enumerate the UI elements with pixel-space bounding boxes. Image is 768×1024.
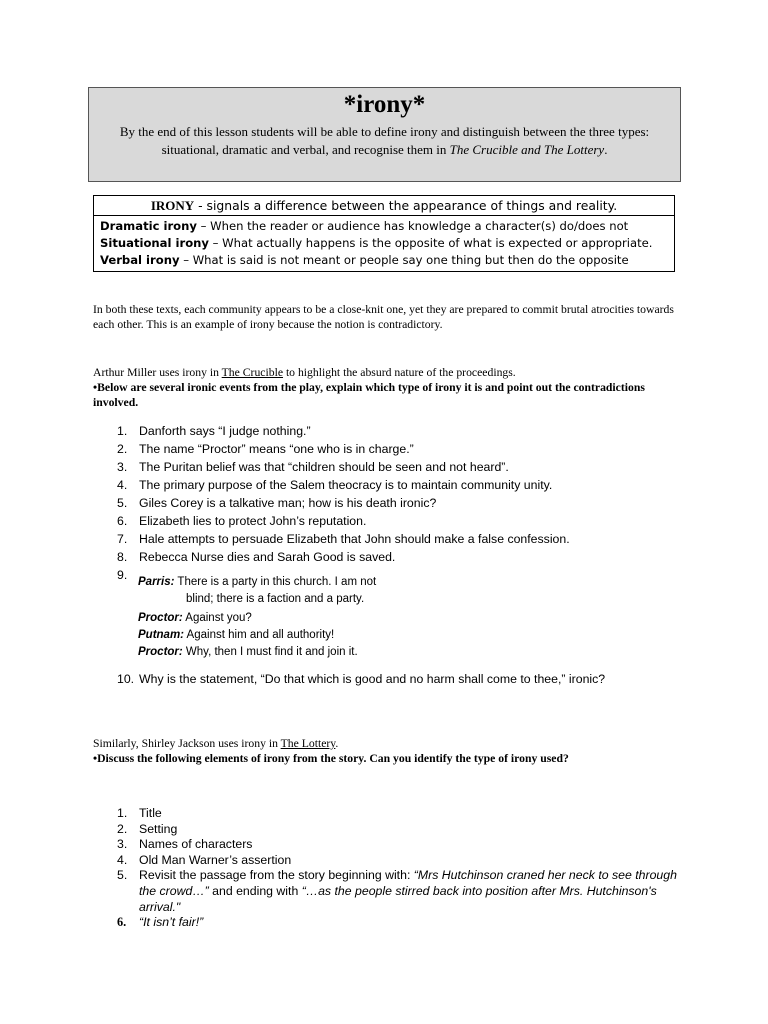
lottery-instruction: •Discuss the following elements of irony from the story. Can you identify the type of irony used? xyxy=(93,752,569,765)
irony-definitions-box xyxy=(93,195,675,272)
title-box xyxy=(88,87,681,182)
list-item: 9. xyxy=(117,568,128,582)
dialogue-line: Parris: There is a party in this church. I am not xyxy=(138,576,377,588)
list-item: 5. Revisit the passage from the story beginning with: “Mrs Hutchinson craned her neck to see through the crowd…” and ending with “…as the people stirred back into position after Mrs. Hutchinson's arrival." xyxy=(117,868,677,914)
crucible-title: The Crucible xyxy=(221,366,284,379)
dramatic-irony-definition: Dramatic irony – When the reader or audience has knowledge a character(s) do/does not xyxy=(100,219,629,233)
list-item: 2. Setting xyxy=(117,821,178,836)
dialogue-line: Putnam: Against him and all authority! xyxy=(138,629,335,641)
lottery-intro: Similarly, Shirley Jackson uses irony in The Lottery. •Discuss the following elements of irony from the story. Can you identify the type of irony used? xyxy=(93,737,569,765)
situational-irony-definition: Situational irony – What actually happens is the opposite of what is expected or appropriate. xyxy=(100,236,653,250)
list-item: 10. Why is the statement, “Do that which is good and no harm shall come to thee,” ironic? xyxy=(117,672,606,686)
lottery-question-list xyxy=(117,806,677,931)
irony-definition: IRONY - signals a difference between the appearance of things and reality. xyxy=(94,196,674,216)
dialogue-line: Proctor: Why, then I must find it and join it. xyxy=(138,646,358,658)
lesson-objective: By the end of this lesson students will be able to define irony and distinguish between the three types: situational, dramatic and verbal, and recognise them in The Crucible and The Lottery. xyxy=(119,124,650,157)
list-item: 5. Giles Corey is a talkative man; how is his death ironic? xyxy=(117,496,437,510)
crucible-intro: Arthur Miller uses irony in The Crucible to highlight the absurd nature of the proceedings. •Below are several ironic events from the play, explain which type of irony it is and point out the contradictions involved. xyxy=(93,366,645,409)
list-item: 8. Rebecca Nurse dies and Sarah Good is saved. xyxy=(117,550,396,564)
text-titles: The Crucible and The Lottery xyxy=(449,142,605,157)
list-item: 3. The Puritan belief was that “children should be seen and not heard”. xyxy=(117,460,509,474)
list-item: 1. Title xyxy=(117,806,162,820)
dialogue-line: Proctor: Against you? xyxy=(138,612,252,624)
page-title: *irony* xyxy=(343,91,426,118)
list-item: 6. “It isn’t fair!” xyxy=(117,915,204,930)
dialogue-line: blind; there is a faction and a party. xyxy=(186,593,365,605)
list-item: 6. Elizabeth lies to protect John’s reputation. xyxy=(117,514,367,528)
crucible-dialogue xyxy=(138,574,468,661)
crucible-instruction: •Below are several ironic events from the play, explain which type of irony it is and point out the contradictions involved. xyxy=(93,381,645,409)
intro-paragraph: In both these texts, each community appears to be a close-knit one, yet they are prepared to commit brutal atrocities towards each other. This is an example of irony because the notion is contradictory. xyxy=(93,303,674,331)
crucible-question-list xyxy=(117,422,677,584)
list-item: 4. Old Man Warner’s assertion xyxy=(117,852,292,867)
lottery-title: The Lottery xyxy=(280,737,336,750)
list-item: 2. The name “Proctor” means “one who is in charge.” xyxy=(117,442,414,456)
verbal-irony-definition: Verbal irony – What is said is not meant or people say one thing but then do the opposite xyxy=(100,253,629,267)
list-item: 3. Names of characters xyxy=(117,837,253,852)
list-item: 4. The primary purpose of the Salem theocracy is to maintain community unity. xyxy=(117,478,553,492)
list-item: 7. Hale attempts to persuade Elizabeth that John should make a false confession. xyxy=(117,532,570,546)
list-item: 1. Danforth says “I judge nothing.” xyxy=(117,424,311,438)
